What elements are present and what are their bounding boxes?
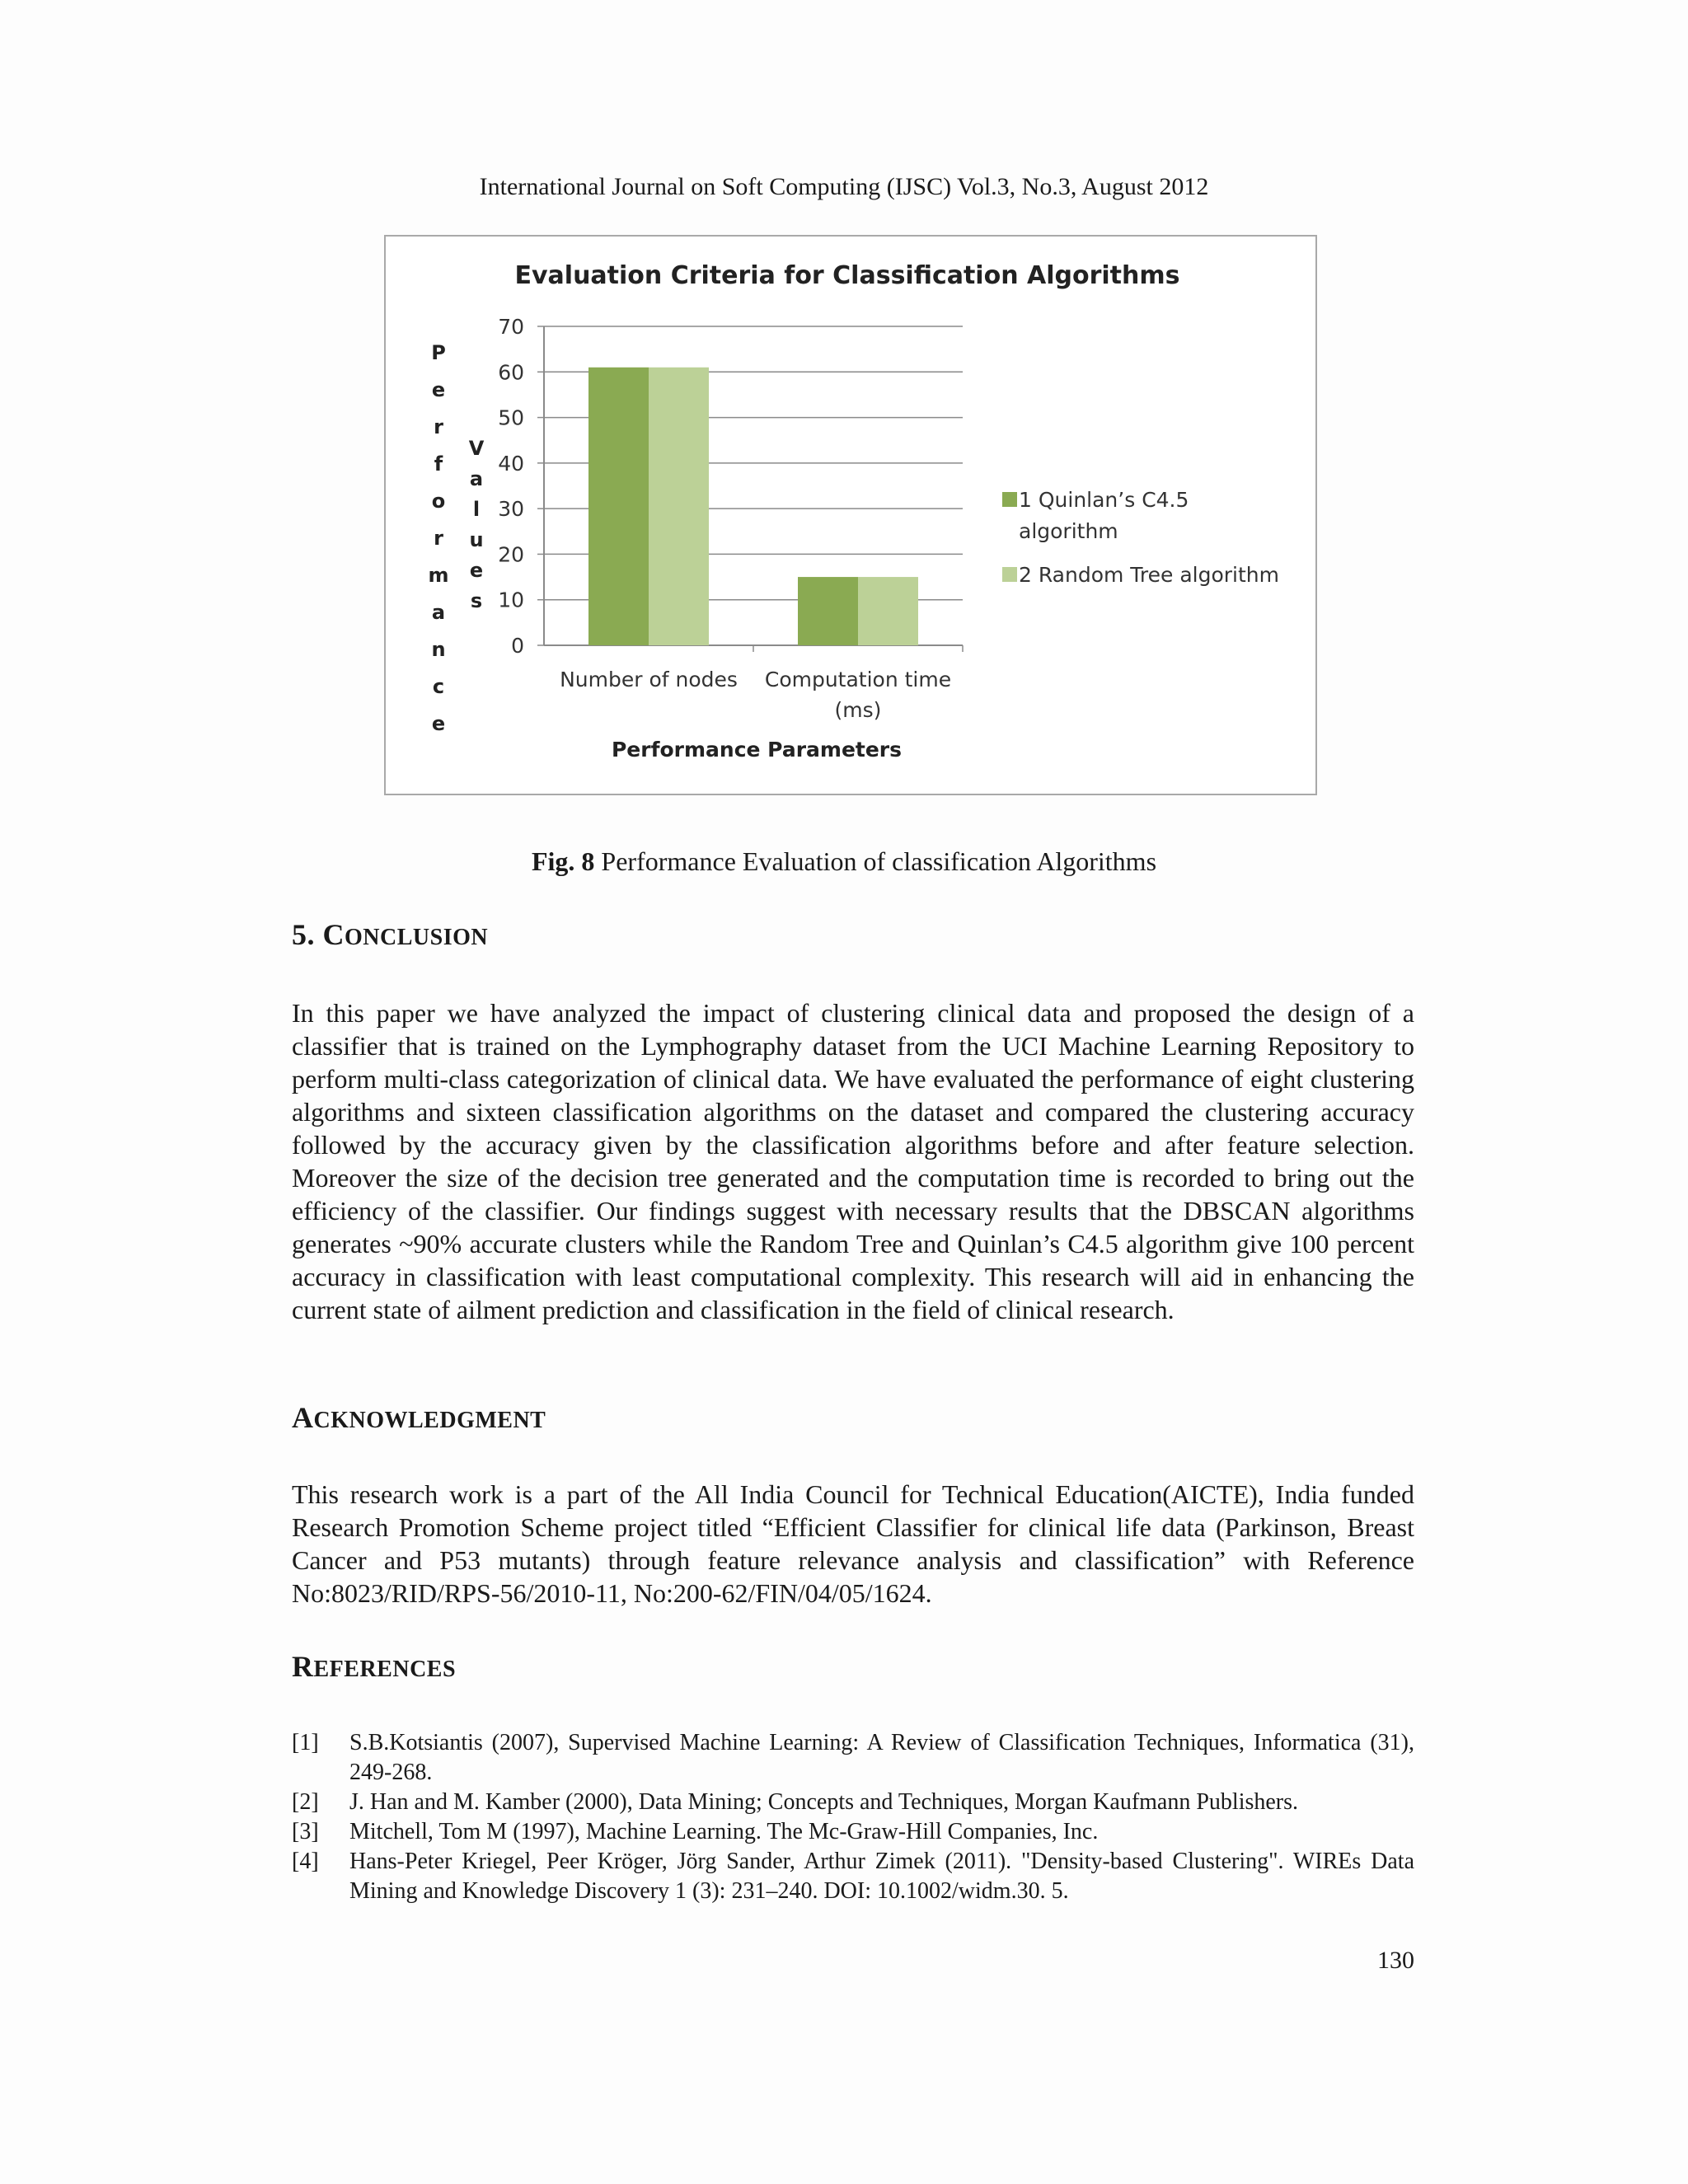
page-number: 130 [1377,1947,1414,1974]
y-tick-label: 10 [498,588,524,612]
legend-swatch [1002,567,1017,582]
y-axis-title-outer-letter: r [434,415,443,438]
figure-caption [0,846,1688,877]
reference-item [292,1817,1414,1847]
conclusion-paragraph: In this paper we have analyzed the impact of clustering clinical data and proposed the design of a classifier that is trained on the Lymphography dataset from the UCI Machine Learning Repository to perform multi-class categorization of clinical data. We have evaluated the performance of eight clustering algorithms and sixteen classification algorithms on the dataset and compared the clustering accuracy followed by the accuracy given by the classification algorithms before and after feature selection. Moreover the size of the decision tree generated and the computation time is recorded to bring out the efficiency of the classifier. Our findings suggest with necessary results that the DBSCAN algorithms generates ~90% accurate clusters while the Random Tree and Quinlan’s C4.5 algorithm give 100 percent accuracy in classification with least computational complexity. This research will aid in enhancing the current state of ailment prediction and classification in the field of clinical research. [292,998,1414,1324]
y-axis-title-inner-letter: e [469,559,484,582]
y-tick-label: 20 [498,542,524,567]
reference-text: S.B.Kotsiantis (2007), Supervised Machine Learning: A Review of Classification Techniques, Informatica (31), 249-268. [349,1730,1414,1785]
legend-label: 2 Random Tree algorithm [1019,563,1279,587]
conclusion-heading-rest: ONCLUSION [345,925,489,950]
bar [588,368,649,645]
reference-number: [3] [292,1819,319,1844]
y-axis-title-outer-letter: e [431,378,446,401]
x-tick-label: Computation time [764,668,952,691]
reference-text: Mitchell, Tom M (1997), Machine Learning. The Mc-Graw-Hill Companies, Inc. [349,1819,1099,1844]
reference-number: [1] [292,1730,319,1755]
x-axis-title: Performance Parameters [611,738,903,762]
legend-label: 1 Quinlan’s C4.5 [1019,488,1189,512]
reference-text: Hans-Peter Kriegel, Peer Kröger, Jörg Sander, Arthur Zimek (2011). "Density-based Clustering". WIREs Data Mining and Knowledge Discovery 1 (3): 231–240. DOI: 10.1002/widm.30. 5. [349,1849,1414,1904]
y-axis-title-inner-letter: a [469,467,484,490]
conclusion-heading-number: 5. [292,918,323,951]
bar [649,368,709,645]
y-axis-title-outer-letter: r [434,527,443,550]
y-tick-label: 50 [498,405,524,430]
y-axis-title-outer-letter: f [434,452,443,476]
acknowledgment-heading-initial: A [292,1401,314,1434]
y-axis-title-outer-letter: P [431,341,446,364]
y-tick-label: 70 [498,315,524,339]
y-axis-title-outer-letter: m [428,564,449,587]
x-tick-label: (ms) [834,698,882,722]
legend-label: algorithm [1019,519,1118,543]
reference-number: [4] [292,1849,319,1874]
reference-item [292,1728,1414,1788]
references-heading-initial: R [292,1650,314,1683]
acknowledgment-heading [292,1400,546,1435]
figure-caption-label: Fig. 8 [531,846,595,876]
y-axis-title-inner-letter: u [469,528,484,551]
y-axis-title-outer-letter: o [431,490,446,513]
reference-number: [2] [292,1789,319,1815]
y-axis-title-outer-letter: a [431,601,446,624]
references-list [292,1728,1414,1906]
x-tick-label: Number of nodes [560,668,738,691]
y-axis-title-outer-letter: c [432,675,445,698]
bar [798,577,858,645]
chart-title: Evaluation Criteria for Classification Algorithms [514,261,1180,290]
bar-chart [386,237,1315,794]
y-tick-label: 40 [498,451,524,476]
running-header: International Journal on Soft Computing (IJSC) Vol.3, No.3, August 2012 [479,173,1209,200]
y-axis-title-outer-letter: e [431,712,446,735]
figure-chart-frame [384,235,1317,795]
references-heading [292,1649,456,1684]
y-axis-title-inner-letter: s [470,589,483,612]
figure-caption-text: Performance Evaluation of classification Algorithms [594,846,1157,876]
reference-text: J. Han and M. Kamber (2000), Data Mining; Concepts and Techniques, Morgan Kaufmann Publishers. [349,1789,1299,1815]
conclusion-heading-initial: C [322,918,345,951]
acknowledgment-paragraph: This research work is a part of the All India Council for Technical Education(AICTE), India funded Research Promotion Scheme project titled “Efficient Classifier for clinical life data (Parkinson, Breast Cancer and P53 mutants) through feature relevance analysis and classification” with Reference No:8023/RID/RPS-56/2010-11, No:200-62/FIN/04/05/1624. [292,1479,1414,1608]
bar [858,577,918,645]
y-axis-title-inner-letter: V [468,437,485,460]
y-axis-title-outer-letter: n [431,638,446,661]
y-tick-label: 60 [498,360,524,385]
y-axis-title-inner-letter: l [472,498,481,521]
y-tick-label: 30 [498,497,524,522]
legend-swatch [1002,492,1017,507]
references-heading-rest: EFERENCES [313,1657,457,1682]
conclusion-heading [292,917,488,952]
acknowledgment-heading-rest: CKNOWLEDGMENT [313,1408,546,1433]
y-tick-label: 0 [511,634,524,658]
reference-item [292,1847,1414,1906]
reference-item [292,1788,1414,1817]
